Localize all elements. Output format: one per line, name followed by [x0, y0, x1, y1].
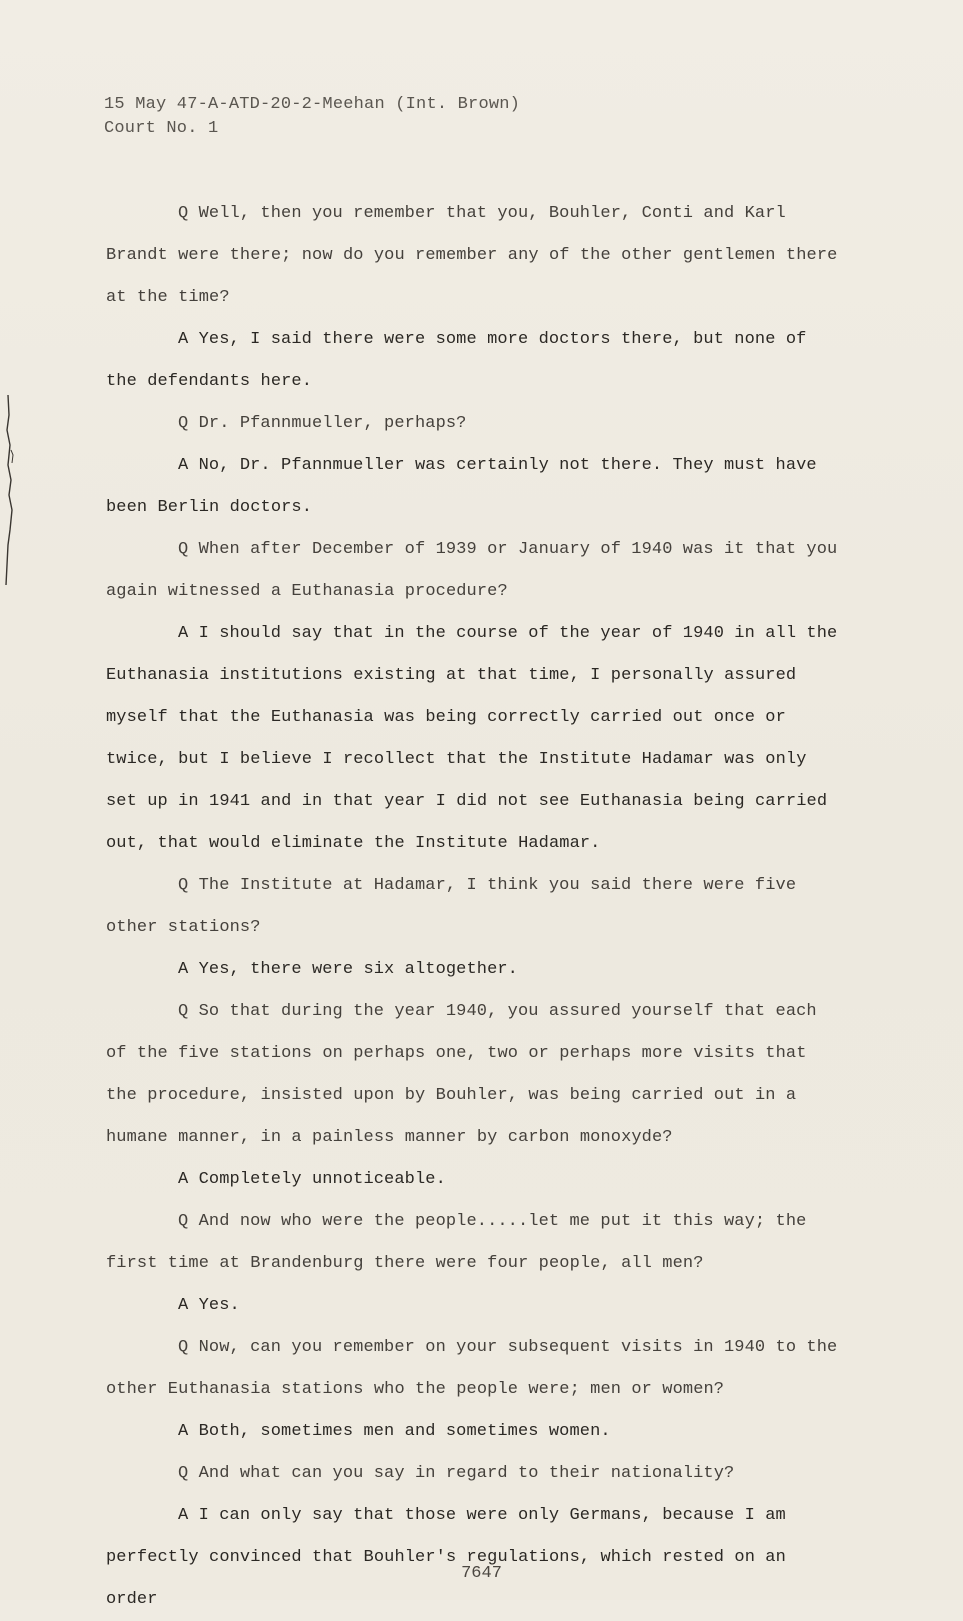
paragraph-text: Yes, I said there were some more doctors there, but none of the defendants here.	[106, 330, 807, 391]
paragraph-text: I should say that in the course of the year of 1940 in all the Euthanasia institutions existing at that time, I personally assured myself that the Euthanasia was being correctly carried out once or twice, but I believe I recollect that the Institute Hadamar was only set up in 1941 and in that year I did not see Euthanasia being carried out, that would eliminate the Institute Hadamar.	[106, 624, 838, 853]
speaker-label: Q	[178, 204, 189, 223]
speaker-label: A	[178, 624, 189, 643]
paragraph-text: I can only say that those were only Germans, because I am perfectly convinced that Bouhler's regulations, which rested on an order	[106, 1506, 786, 1609]
answer-paragraph	[106, 319, 846, 403]
question-paragraph	[106, 529, 846, 613]
paragraph-text: Well, then you remember that you, Bouhler, Conti and Karl Brandt were there; now do you remember any of the other gentlemen there at the time?	[106, 204, 838, 307]
answer-paragraph	[106, 1411, 846, 1453]
question-paragraph	[106, 991, 846, 1159]
speaker-label: Q	[178, 414, 189, 433]
paragraph-text: Completely unnoticeable.	[198, 1170, 446, 1189]
speaker-label: A	[178, 330, 189, 349]
page-number: 7647	[461, 1564, 502, 1583]
question-paragraph	[106, 1201, 846, 1285]
paragraph-text: The Institute at Hadamar, I think you said there were five other stations?	[106, 876, 797, 937]
speaker-label: A	[178, 456, 189, 475]
paragraph-text: So that during the year 1940, you assured yourself that each of the five stations on perhaps one, two or perhaps more visits that the procedure, insisted upon by Bouhler, was being carried out in a humane manner, in a painless manner by carbon monoxyde?	[106, 1002, 817, 1147]
question-paragraph	[106, 1327, 846, 1411]
speaker-label: A	[178, 1422, 189, 1441]
paragraph-text: Yes, there were six altogether.	[198, 960, 518, 979]
paragraph-text: Dr. Pfannmueller, perhaps?	[198, 414, 467, 433]
answer-paragraph	[106, 1159, 846, 1201]
answer-paragraph	[106, 949, 846, 991]
speaker-label: A	[178, 960, 189, 979]
paragraph-text: When after December of 1939 or January of 1940 was it that you again witnessed a Euthanasia procedure?	[106, 540, 838, 601]
question-paragraph	[106, 193, 846, 319]
header-reference-line: 15 May 47-A-ATD-20-2-Meehan (Int. Brown)	[104, 95, 521, 114]
answer-paragraph	[106, 445, 846, 529]
speaker-label: Q	[178, 1464, 189, 1483]
question-paragraph	[106, 403, 846, 445]
question-paragraph	[106, 865, 846, 949]
speaker-label: Q	[178, 1212, 189, 1231]
paragraph-text: And what can you say in regard to their nationality?	[198, 1464, 735, 1483]
answer-paragraph	[106, 613, 846, 865]
speaker-label: Q	[178, 1338, 189, 1357]
paragraph-text: Yes.	[198, 1296, 240, 1315]
question-paragraph	[106, 1453, 846, 1495]
speaker-label: A	[178, 1296, 189, 1315]
answer-paragraph	[106, 1495, 846, 1621]
document-header	[104, 93, 520, 141]
speaker-label: Q	[178, 540, 189, 559]
speaker-label: Q	[178, 876, 189, 895]
paragraph-text: Now, can you remember on your subsequent visits in 1940 to the other Euthanasia stations who the people were; men or women?	[106, 1338, 838, 1399]
paragraph-text: Both, sometimes men and sometimes women.	[198, 1422, 611, 1441]
testimony-body	[106, 193, 846, 1621]
speaker-label: A	[178, 1170, 189, 1189]
binding-edge-mark	[2, 395, 16, 585]
speaker-label: A	[178, 1506, 189, 1525]
answer-paragraph	[106, 1285, 846, 1327]
header-court-line: Court No. 1	[104, 119, 219, 138]
speaker-label: Q	[178, 1002, 189, 1021]
paragraph-text: And now who were the people.....let me put it this way; the first time at Brandenburg there were four people, all men?	[106, 1212, 807, 1273]
paragraph-text: No, Dr. Pfannmueller was certainly not there. They must have been Berlin doctors.	[106, 456, 817, 517]
